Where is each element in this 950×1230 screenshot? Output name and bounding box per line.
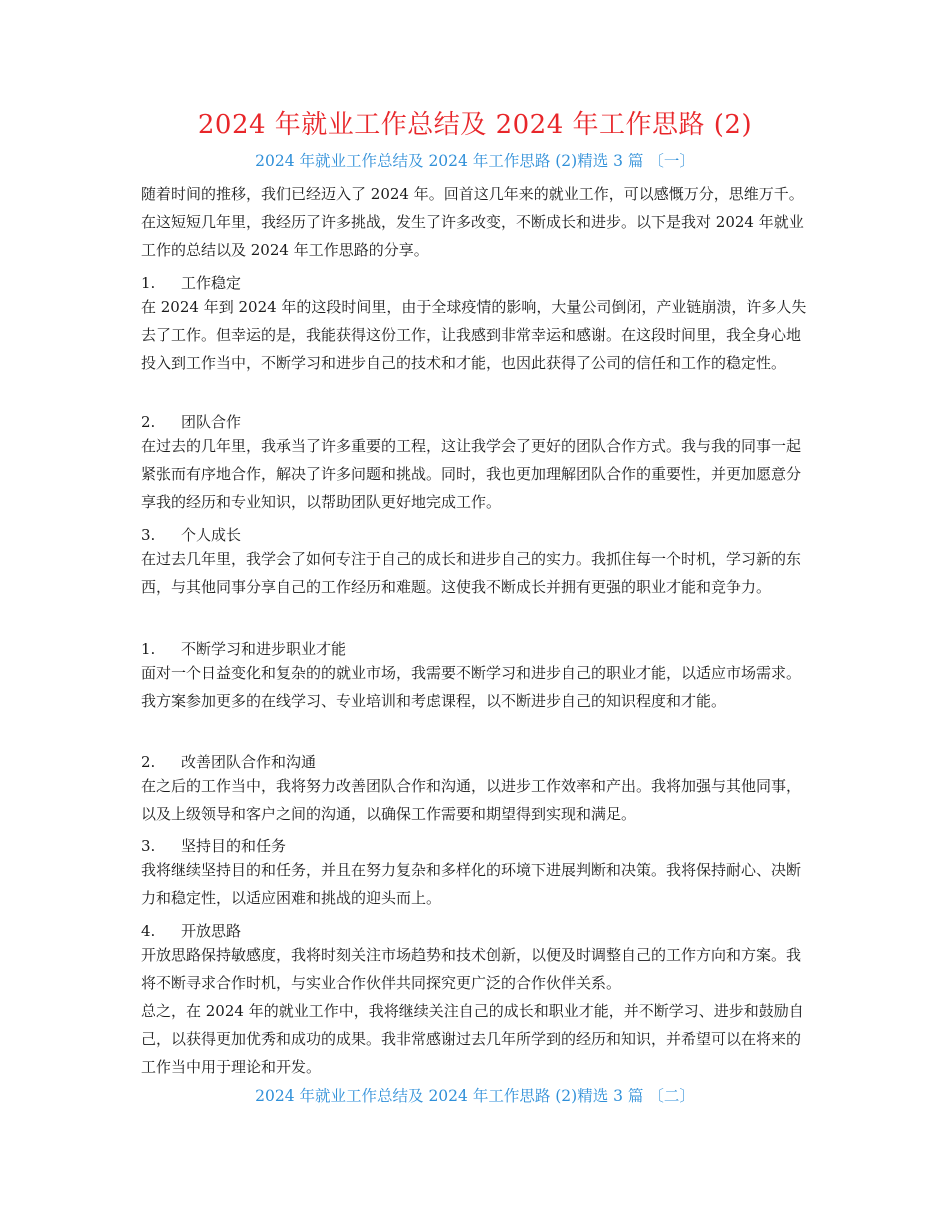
section-heading: [141, 835, 286, 857]
section-heading: [141, 920, 241, 942]
section-number: 2.: [141, 753, 156, 771]
section-number: 1.: [141, 274, 156, 292]
section-body: 在过去几年里，我学会了如何专注于自己的成长和进步自己的实力。我抓住每一个时机，学习新的东西，与其他同事分享自己的工作经历和难题。这使我不断成长并拥有更强的职业才能和竞争力。: [141, 550, 802, 596]
section-body: 在过去的几年里，我承当了许多重要的工程，这让我学会了更好的团队合作方式。我与我的同事一起紧张而有序地合作，解决了许多问题和挑战。同时，我也更加理解团队合作的重要性，并更加愿意分享我的经历和专业知识，以帮助团队更好地完成工作。: [141, 437, 802, 511]
section-heading: [141, 272, 241, 294]
section-heading-text: 个人成长: [181, 526, 242, 544]
section-heading: [141, 524, 241, 546]
section-heading-text: 坚持目的和任务: [181, 837, 287, 855]
section-heading-text: 不断学习和进步职业才能: [181, 640, 347, 658]
section-body: 在之后的工作当中，我将努力改善团队合作和沟通，以进步工作效率和产出。我将加强与其他同事，以及上级领导和客户之间的沟通，以确保工作需要和期望得到实现和满足。: [141, 777, 802, 823]
section-body: 开放思路保持敏感度，我将时刻关注市场趋势和技术创新，以便及时调整自己的工作方向和方案。我将不断寻求合作时机，与实业合作伙伴共同探究更广泛的合作伙伴关系。: [141, 946, 802, 992]
section-subtitle-2: 2024 年就业工作总结及 2024 年工作思路 (2)精选 3 篇 〔二〕: [255, 1087, 695, 1105]
section-heading: [141, 751, 316, 773]
intro-paragraph: 随着时间的推移，我们已经迈入了 2024 年。回首这几年来的就业工作，可以感慨万分，思维万千。在这短短几年里，我经历了许多挑战，发生了许多改变，不断成长和进步。以下是我对 2024 年就业工作的总结以及 2024 年工作思路的分享。: [141, 185, 804, 259]
section-heading-text: 工作稳定: [181, 274, 242, 292]
section-body: 在 2024 年到 2024 年的这段时间里，由于全球疫情的影响，大量公司倒闭，产业链崩溃，许多人失去了工作。但幸运的是，我能获得这份工作，让我感到非常幸运和感谢。在这段时间里，我全身心地投入到工作当中，不断学习和进步自己的技术和才能，也因此获得了公司的信任和工作的稳定性。: [141, 298, 807, 372]
section-number: 1.: [141, 640, 156, 658]
section-heading: [141, 638, 346, 660]
section-number: 2.: [141, 413, 156, 431]
section-heading-text: 团队合作: [181, 413, 242, 431]
section-number: 4.: [141, 922, 156, 940]
section-subtitle-1: 2024 年就业工作总结及 2024 年工作思路 (2)精选 3 篇 〔一〕: [255, 152, 695, 170]
conclusion-paragraph: 总之，在 2024 年的就业工作中，我将继续关注自己的成长和职业才能，并不断学习、进步和鼓励自己，以获得更加优秀和成功的成果。我非常感谢过去几年所学到的经历和知识，并希望可以在将来的工作当中用于理论和开发。: [141, 1002, 804, 1076]
section-heading: [141, 411, 241, 433]
section-body: 我将继续坚持目的和任务，并且在努力复杂和多样化的环境下进展判断和决策。我将保持耐心、决断力和稳定性，以适应困难和挑战的迎头而上。: [141, 861, 802, 907]
section-body: 面对一个日益变化和复杂的的就业市场，我需要不断学习和进步自己的职业才能，以适应市场需求。我方案参加更多的在线学习、专业培训和考虑课程，以不断进步自己的知识程度和才能。: [141, 664, 802, 710]
section-number: 3.: [141, 526, 156, 544]
section-heading-text: 开放思路: [181, 922, 242, 940]
section-number: 3.: [141, 837, 156, 855]
page-title: 2024 年就业工作总结及 2024 年工作思路 (2): [197, 110, 753, 140]
section-heading-text: 改善团队合作和沟通: [181, 753, 317, 771]
